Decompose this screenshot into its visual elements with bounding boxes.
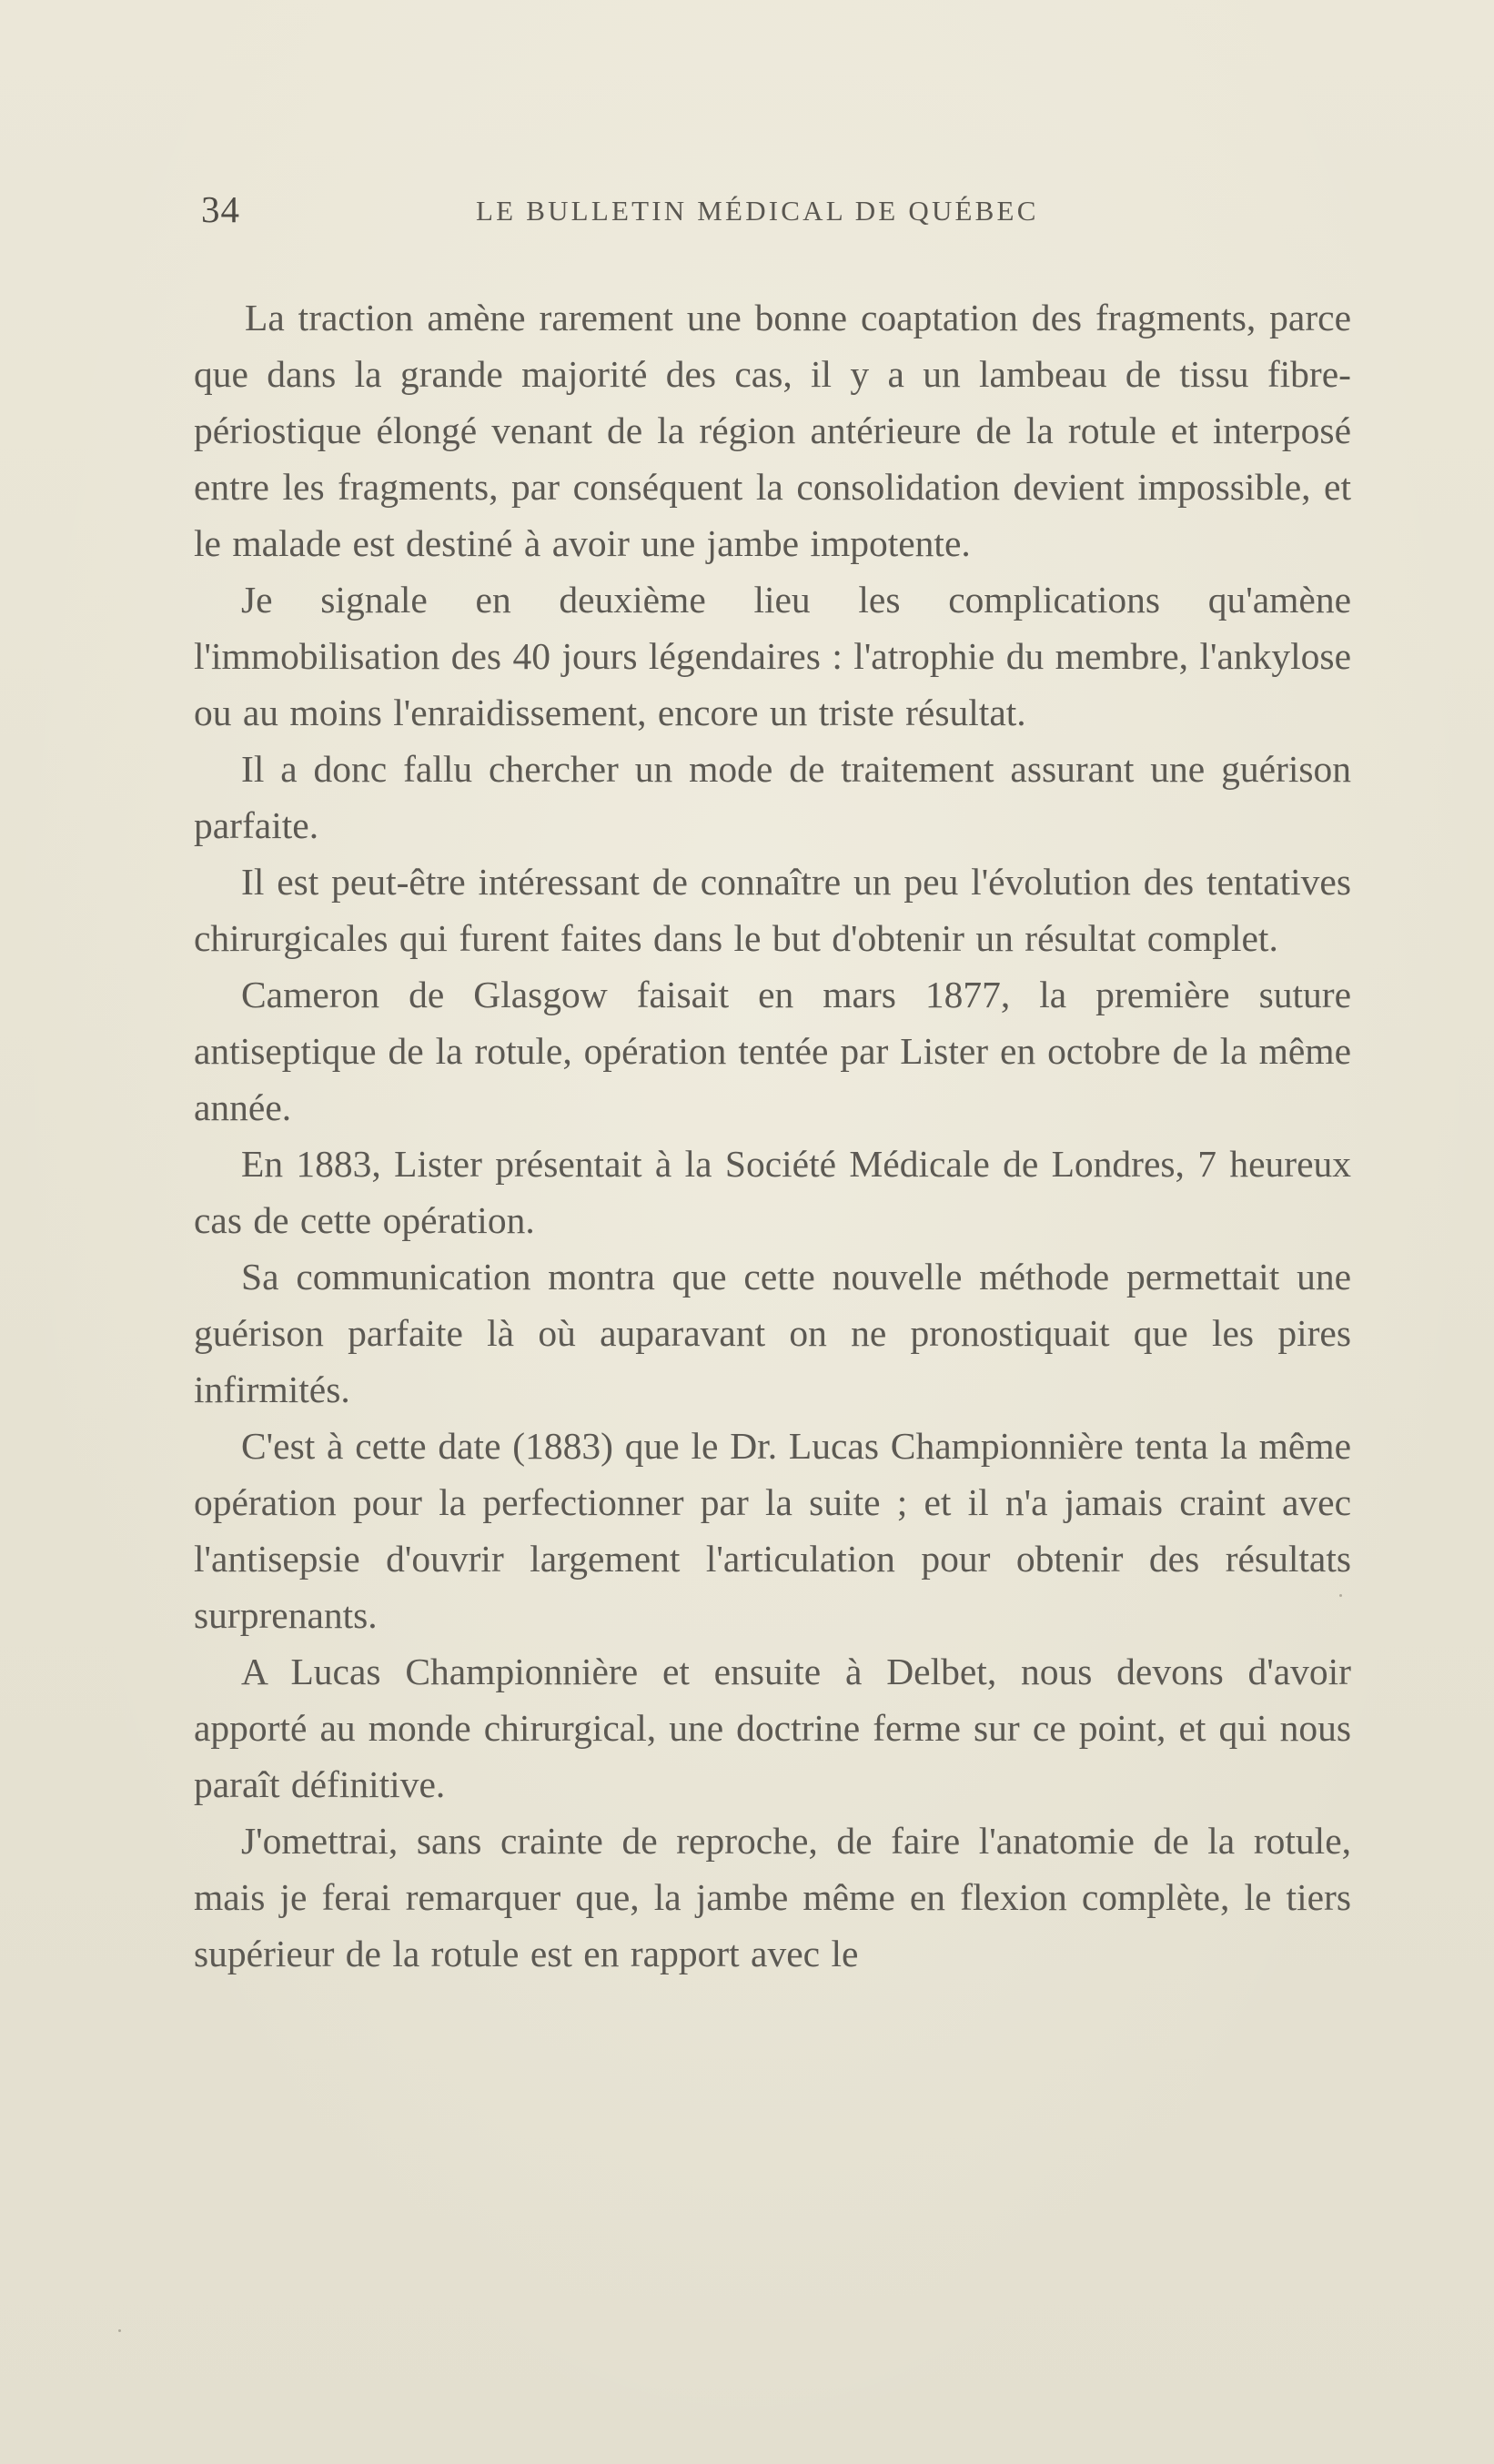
paragraph-immobilisation: Je signale en deuxième lieu les complications qu'amène l'immobilisation des 40 jours légendaires : l'atrophie du membre, l'ankylose ou au moins l'enraidissement, encore un triste résultat. [194,579,1351,733]
paragraph-traitement: Il a donc fallu chercher un mode de traitement assurant une guérison parfaite. [194,748,1351,846]
page-number: 34 [201,188,240,230]
paragraph-delbet: A Lucas Championnière et ensuite à Delbet, nous devons d'avoir apporté au monde chirurgical, une doctrine ferme sur ce point, et qui nous paraît définitive. [194,1651,1351,1805]
paper-speck [118,2329,121,2332]
paragraph-evolution: Il est peut-être intéressant de connaître un peu l'évolution des tentatives chirurgicales qui furent faites dans le but d'obtenir un résultat complet. [194,861,1351,959]
body-text [194,289,1351,1982]
paragraph-traction: La traction amène rarement une bonne coaptation des fragments, parce que dans la grande majorité des cas, il y a un lambeau de tissu fibre-périostique élongé venant de la région antérieure de la rotule et interposé entre les fragments, par conséquent la consolidation devient impossible, et le malade est destiné à avoir une jambe impotente. [194,297,1351,564]
paragraph-anatomie: J'omettrai, sans crainte de reproche, de faire l'anatomie de la rotule, mais je ferai remarquer que, la jambe même en flexion complète, le tiers supérieur de la rotule est en rapport avec le [194,1820,1351,1974]
running-head [194,187,1085,242]
journal-title: LE BULLETIN MÉDICAL DE QUÉBEC [476,195,1039,227]
paper-speck [1339,1594,1342,1597]
paragraph-championniere: C'est à cette date (1883) que le Dr. Lucas Championnière tenta la même opération pour la perfectionner par la suite ; et il n'a jamais craint avec l'antisepsie d'ouvrir largement l'articulation pour obtenir des résultats surprenants. [194,1425,1351,1636]
paragraph-cameron: Cameron de Glasgow faisait en mars 1877, la première suture antiseptique de la rotule, opération tentée par Lister en octobre de la même année. [194,974,1351,1128]
paragraph-communication: Sa communication montra que cette nouvelle méthode permettait une guérison parfaite là où auparavant on ne pronostiquait que les pires infirmités. [194,1256,1351,1410]
paragraph-lister: En 1883, Lister présentait à la Société Médicale de Londres, 7 heureux cas de cette opération. [194,1143,1351,1241]
